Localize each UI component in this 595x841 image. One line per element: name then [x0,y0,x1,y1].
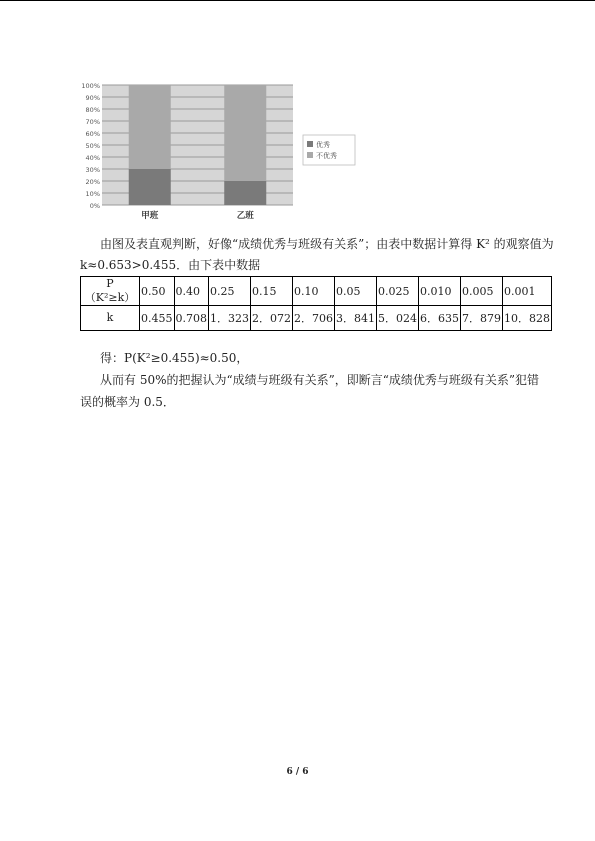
p-cell: 0.15 [251,277,293,306]
k-cell: 6．635 [419,306,461,331]
p-cell: 0.40 [174,277,209,306]
table-row-k [81,306,552,331]
y-tick-label: 10% [85,190,100,198]
paragraph-1-line-1: 由图及表直观判断，好像“成绩优秀与班级有关系”；由表中数据计算得 K² 的观察值为 [100,237,554,251]
x-tick-label: 甲班 [141,211,159,221]
k-cell: 1．323 [209,306,251,331]
bar-segment [129,169,171,205]
paragraph-1-line-2: k≈0.653>0.455．由下表中数据 [80,258,261,272]
page-number: 6 / 6 [286,767,309,777]
top-rule [0,0,595,1]
row-label-k: k [81,306,140,331]
k-cell: 5．024 [377,306,419,331]
y-tick-label: 50% [85,142,100,150]
y-tick-label: 100% [81,82,100,90]
k-cell: 10．828 [503,306,552,331]
paragraph-3-line-1: 从而有 50%的把握认为“成绩与班级有关系”，即断言“成绩优秀与班级有关系”犯错 [100,373,540,387]
paragraph-3-line-2: 误的概率为 0.5． [80,395,175,409]
stacked-bar-chart [80,80,360,225]
table-row-p [81,277,552,306]
y-tick-label: 80% [85,106,100,114]
y-tick-label: 60% [85,130,100,138]
bar-segment [129,85,171,169]
row-label-p-line-1: P [106,277,114,290]
p-cell: 0.001 [503,277,552,306]
y-tick-label: 90% [85,94,100,102]
x-tick-label: 乙班 [236,211,254,221]
k-cell: 7．879 [461,306,503,331]
k-cell: 2．706 [293,306,335,331]
bar-segment [224,181,266,205]
critical-value-table [80,276,552,331]
k-cell: 0.455 [140,306,175,331]
y-tick-label: 40% [85,154,100,162]
row-label-p-line-2: （K²≥k） [84,291,136,304]
p-cell: 0.005 [461,277,503,306]
k-cell: 0.708 [174,306,209,331]
p-cell: 0.50 [140,277,175,306]
legend-label: 不优秀 [316,152,337,160]
row-label-p [81,277,140,306]
y-tick-label: 0% [89,202,100,210]
y-tick-label: 20% [85,178,100,186]
p-cell: 0.010 [419,277,461,306]
legend-label: 优秀 [316,141,330,149]
legend-box [303,135,355,165]
legend-swatch [307,141,313,147]
k-cell: 2．072 [251,306,293,331]
p-cell: 0.025 [377,277,419,306]
p-cell: 0.25 [209,277,251,306]
p-cell: 0.10 [293,277,335,306]
k-cell: 3．841 [335,306,377,331]
paragraph-2: 得：P(K²≥0.455)≈0.50， [100,351,249,365]
bar-segment [224,85,266,181]
legend-swatch [307,152,313,158]
p-cell: 0.05 [335,277,377,306]
y-tick-label: 30% [85,166,100,174]
y-tick-label: 70% [85,118,100,126]
